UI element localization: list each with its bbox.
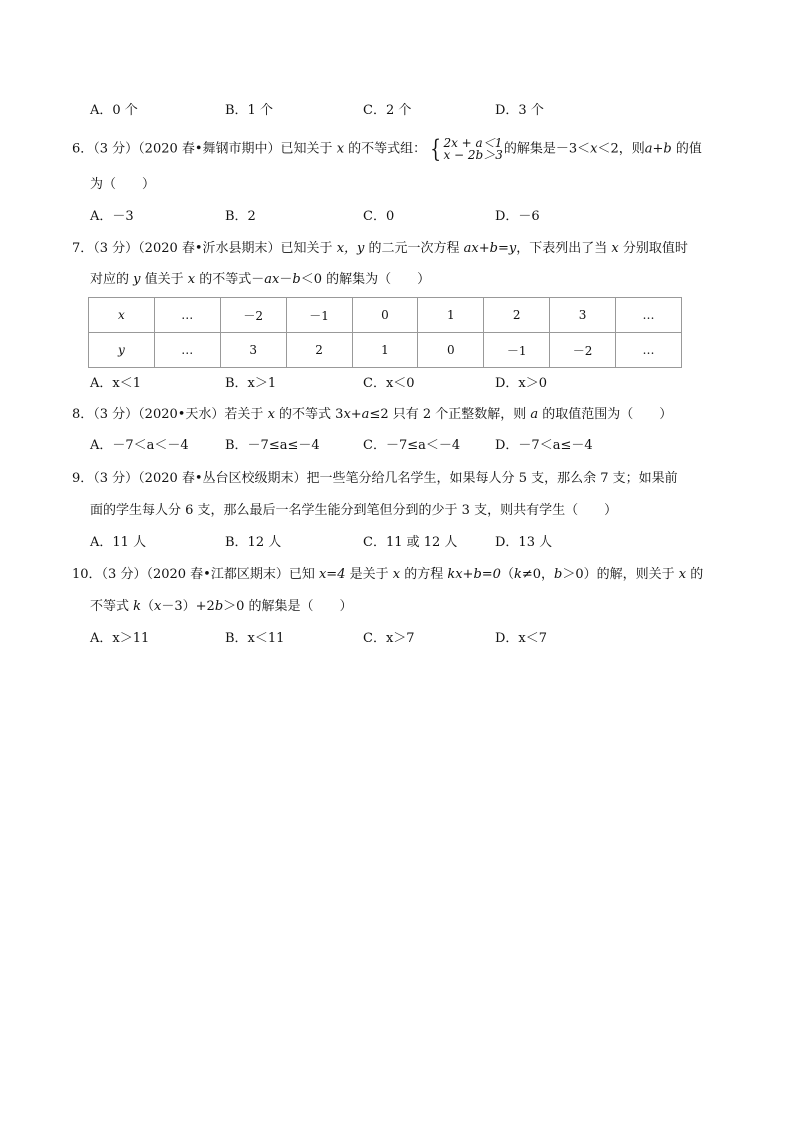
q7-options xyxy=(90,374,730,394)
table-cell: … xyxy=(616,298,682,333)
q10-option-c[interactable]: C．x＞7 xyxy=(363,631,415,646)
table-cell: 2 xyxy=(286,333,352,368)
q9-option-c[interactable]: C．11 或 12 人 xyxy=(363,535,458,550)
q6-option-b[interactable]: B．2 xyxy=(225,209,256,224)
q5-option-c[interactable]: C．2 个 xyxy=(363,103,412,118)
q10-stem-line1: 10．（3 分）（2020 春•江都区期末）已知 x=4 是关于 x 的方程 kx+b=0（k≠0，b＞0）的解，则关于 x 的 xyxy=(72,567,704,582)
table-cell: 2 xyxy=(484,298,550,333)
q10-option-b[interactable]: B．x＜11 xyxy=(225,631,285,646)
table-cell: －2 xyxy=(550,333,616,368)
q10-option-a[interactable]: A．x＞11 xyxy=(90,631,150,646)
q7-option-a[interactable]: A．x＜1 xyxy=(90,376,141,391)
system-row-1: 2x + a＜1 xyxy=(443,136,503,150)
table-cell: 1 xyxy=(418,298,484,333)
q10-stem-line2: 不等式 k（x－3）+2b＞0 的解集是（ ） xyxy=(90,599,353,614)
q6-stem-line1: 6．（3 分）（2020 春•舞钢市期中）已知关于 x 的不等式组： { 2x + a＜1 x − 2b＞3 的解集是－3＜x＜2，则a+b 的值 xyxy=(72,135,702,163)
table-cell: 0 xyxy=(418,333,484,368)
q6-stem-line2: 为（ ） xyxy=(90,177,156,192)
q7-option-b[interactable]: B．x＞1 xyxy=(225,376,277,391)
q6-option-a[interactable]: A．－3 xyxy=(90,209,134,224)
table-cell: … xyxy=(154,333,220,368)
table-cell: 0 xyxy=(352,298,418,333)
q7-stem-line1: 7．（3 分）（2020 春•沂水县期末）已知关于 x，y 的二元一次方程 ax+b=y，下表列出了当 x 分别取值时 xyxy=(72,241,688,256)
table-cell: 3 xyxy=(220,333,286,368)
q5-option-b[interactable]: B．1 个 xyxy=(225,103,273,118)
table-cell: 1 xyxy=(352,333,418,368)
xy-value-table xyxy=(88,297,682,368)
system-row-2: x − 2b＞3 xyxy=(443,148,503,162)
q6-option-d[interactable]: D．－6 xyxy=(495,209,540,224)
q9-option-d[interactable]: D．13 人 xyxy=(495,535,553,550)
q7-option-d[interactable]: D．x＞0 xyxy=(495,376,548,391)
table-cell: … xyxy=(616,333,682,368)
table-cell: … xyxy=(154,298,220,333)
table-cell: －2 xyxy=(220,298,286,333)
inequality-system xyxy=(428,137,503,161)
table-cell: x xyxy=(89,298,155,333)
q9-options xyxy=(90,533,730,553)
q6-option-c[interactable]: C．0 xyxy=(363,209,395,224)
table-row-y xyxy=(89,333,682,368)
q6-options xyxy=(90,207,730,227)
q9-stem-line1: 9．（3 分）（2020 春•丛台区校级期末）把一些笔分给几名学生，如果每人分 5 支，那么余 7 支；如果前 xyxy=(72,471,678,486)
q8-stem: 8．（3 分）（2020•天水）若关于 x 的不等式 3x+a≤2 只有 2 个正整数解，则 a 的取值范围为（ ） xyxy=(72,407,673,422)
q8-option-d[interactable]: D．－7＜a≤－4 xyxy=(495,438,593,453)
q7-stem-line2: 对应的 y 值关于 x 的不等式－ax－b＜0 的解集为（ ） xyxy=(90,272,431,287)
q5-option-a[interactable]: A．0 个 xyxy=(90,103,138,118)
q9-option-a[interactable]: A．11 人 xyxy=(90,535,147,550)
q9-option-b[interactable]: B．12 人 xyxy=(225,535,282,550)
table-cell: y xyxy=(89,333,155,368)
q8-option-b[interactable]: B．－7≤a≤－4 xyxy=(225,438,320,453)
brace-symbol: { xyxy=(430,135,442,163)
table-row-x xyxy=(89,298,682,333)
q5-options xyxy=(90,101,730,121)
q8-option-c[interactable]: C．－7≤a＜－4 xyxy=(363,438,461,453)
q10-option-d[interactable]: D．x＜7 xyxy=(495,631,548,646)
table-cell: 3 xyxy=(550,298,616,333)
q10-options xyxy=(90,629,730,649)
q5-option-d[interactable]: D．3 个 xyxy=(495,103,544,118)
table-cell: －1 xyxy=(286,298,352,333)
q9-stem-line2: 面的学生每人分 6 支，那么最后一名学生能分到笔但分到的少于 3 支，则共有学生（ ） xyxy=(90,503,618,518)
q8-option-a[interactable]: A．－7＜a＜－4 xyxy=(90,438,189,453)
q7-option-c[interactable]: C．x＜0 xyxy=(363,376,415,391)
q8-options xyxy=(90,436,730,456)
table-cell: －1 xyxy=(484,333,550,368)
